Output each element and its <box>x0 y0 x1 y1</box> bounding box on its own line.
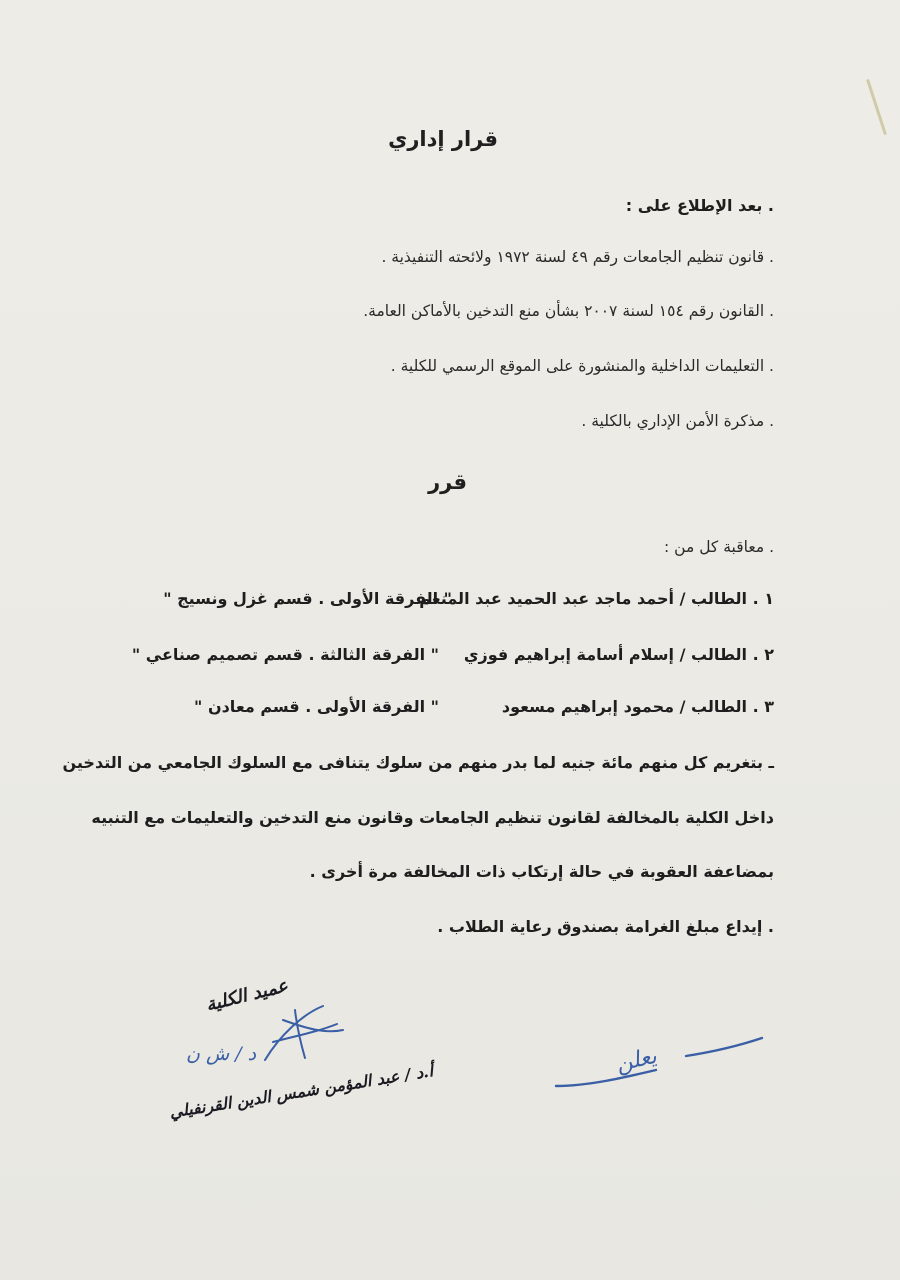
decision-heading: قرر <box>428 470 467 494</box>
reference-1: . قانون تنظيم الجامعات رقم ٤٩ لسنة ١٩٧٢ ولائحته التنفيذية . <box>381 248 774 266</box>
fine-line-3: بمضاعفة العقوبة في حالة إرتكاب ذات المخالفة مرة أخرى . <box>309 862 774 881</box>
student-detail: " الفرقة الأولى . قسم غزل ونسيج " <box>163 589 452 608</box>
dean-role: عميد الكلية <box>203 975 291 1016</box>
deposit-line: . إيداع مبلغ الغرامة بصندوق رعاية الطلاب . <box>437 917 774 936</box>
dean-signature-scribble <box>225 1000 355 1070</box>
dean-initials: د / ش ن <box>186 1043 257 1065</box>
student-name: ٢ . الطالب / إسلام أسامة إبراهيم فوزي <box>463 645 774 664</box>
student-name: ٣ . الطالب / محمود إبراهيم مسعود <box>501 697 774 716</box>
paper-fold-mark <box>866 79 887 135</box>
dean-name: أ.د / عبد المؤمن شمس الدين القرنفيلي <box>168 1061 435 1122</box>
preamble: . بعد الإطلاع على : <box>625 196 774 215</box>
reference-3: . التعليمات الداخلية والمنشورة على الموقع الرسمي للكلية . <box>390 357 774 375</box>
reference-4: . مذكرة الأمن الإداري بالكلية . <box>581 412 774 430</box>
student-row-1 <box>154 589 774 613</box>
document-title: قرار إداري <box>388 127 498 151</box>
student-row-2 <box>131 645 774 669</box>
student-detail: " الفرقة الأولى . قسم معادن " <box>194 697 439 716</box>
fine-line-2: داخل الكلية بالمخالفة لقانون تنظيم الجامعات وقانون منع التدخين والتعليمات مع التنبيه <box>91 808 774 827</box>
notify-underline <box>552 1028 767 1100</box>
student-row-3 <box>154 697 774 721</box>
reference-2: . القانون رقم ١٥٤ لسنة ٢٠٠٧ بشأن منع التدخين بالأماكن العامة. <box>363 302 774 320</box>
student-name: ١ . الطالب / أحمد ماجد عبد الحميد عبد المنعم <box>419 589 774 608</box>
notify-handwriting: يعلن <box>613 1043 660 1078</box>
fine-line-1: ـ بتغريم كل منهم مائة جنيه لما بدر منهم من سلوك يتنافى مع السلوك الجامعي من التدخين <box>62 753 774 772</box>
penalty-intro: . معاقبة كل من : <box>664 538 774 556</box>
student-detail: " الفرقة الثالثة . قسم تصميم صناعي " <box>131 645 439 664</box>
